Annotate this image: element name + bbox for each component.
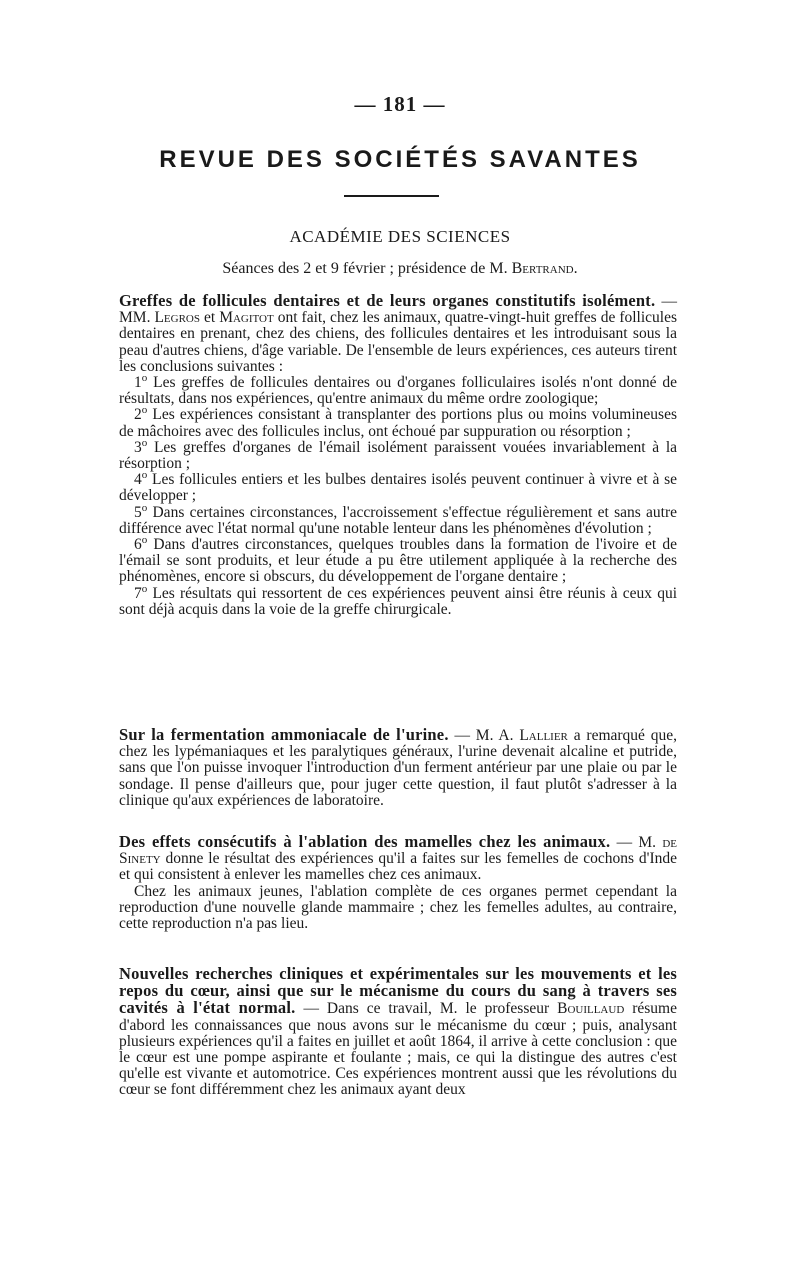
intro-text: ont fait, chez les animaux, quatre-vingt-huit greffes de follicules dentaires en prenant, chez des chiens, des follicules dentaires et les introduisant sous la peau d'autres chiens, d'âge variable. De l'ensemble de leurs expériences, ces auteurs tirent les conclusions suivantes : — [119, 309, 678, 375]
section-title: Nouvelles recherches cliniques et expérimentales sur les mouvements et les repos du cœur, ainsi que sur le mécanisme du cours du sang à travers ses cavités à l'état normal. — [119, 964, 677, 1018]
sessions-line — [0, 260, 800, 278]
journal-title: REVUE DES SOCIÉTÉS SAVANTES — [159, 146, 641, 173]
item-ordinal: o — [141, 533, 148, 546]
item-text: Les expériences consistant à transplanter des portions plus ou moins volumineuses de mâchoires avec des follicules inclus, ont échoué par suppuration ou résorption ; — [119, 406, 677, 440]
author-name: Lallier — [519, 727, 568, 744]
section-coeur — [119, 966, 677, 1099]
item-number: 7 — [134, 584, 142, 602]
conclusion-item — [119, 533, 677, 586]
conclusion-item — [119, 371, 677, 408]
conclusion-item — [119, 469, 677, 505]
item-text: Les follicules entiers et les bulbes dentaires isolés peuvent continuer à vivre et à se développer ; — [119, 471, 677, 505]
conclusion-item — [119, 404, 677, 440]
section-urine — [119, 727, 677, 809]
section-paragraph — [119, 966, 677, 1099]
item-text: Les résultats qui ressortent de ces expériences peuvent ainsi être réunis à ceux qui sont déjà acquis dans la voie de la greffe chirurgicale. — [119, 584, 677, 618]
intro-text: — Dans ce travail, M. le professeur — [295, 1000, 558, 1018]
section-paragraph — [119, 293, 677, 375]
section-paragraph: Chez les animaux jeunes, l'ablation complète de ces organes permet cependant la reproduction d'une nouvelle glande mammaire ; chez les femelles adultes, au contraire, cette reproduction n'a pas lieu. — [119, 882, 677, 933]
sessions-suffix: . — [573, 260, 578, 277]
item-text: Dans d'autres circonstances, quelques troubles dans la formation de l'ivoire et de l'émail se sont produits, et leur étude a pu être utilement appliquée à la recherche des phénomènes, encore si obscurs, du développement de l'organe dentaire ; — [119, 536, 677, 586]
item-ordinal: o — [141, 371, 148, 384]
section-title: Greffes de follicules dentaires et de leurs organes constitutifs isolément. — [119, 291, 656, 310]
body-text: résume d'abord les connaissances que nous avons sur le mécanisme du cœur ; puis, analysant plusieurs expériences qu'il a faites en juillet et août 1864, il arrive à cette conclusion : que le cœur est une pompe aspirante et foulante ; mais, ce qui la distingue des autres c'est qu'elle est vivante et automotrice. Ces expériences montrent aussi que les révolutions du cœur se font différemment chez les animaux ayant deux — [119, 1000, 677, 1099]
item-ordinal: o — [141, 436, 148, 449]
intro-text: — M. — [610, 834, 663, 851]
intro-text: — M. A. — [448, 727, 520, 744]
item-ordinal: o — [141, 404, 148, 417]
item-number: 1 — [134, 374, 142, 392]
section-title: Des effets consécutifs à l'ablation des mamelles chez les animaux. — [119, 832, 611, 851]
body-text: donne le résultat des expériences qu'il a faites sur les femelles de cochons d'Inde et qui consistent à enlever les mamelles chez ces animaux. — [119, 850, 677, 884]
item-ordinal: o — [141, 582, 148, 595]
section-paragraph — [119, 727, 677, 809]
item-ordinal: o — [141, 501, 148, 514]
item-ordinal: o — [141, 469, 148, 482]
author-name: de Sinety — [119, 834, 677, 868]
section-paragraph — [119, 834, 677, 884]
section-mamelles — [119, 834, 677, 932]
body-text: a remarqué que, chez les lypémaniaques et les paralytiques généraux, l'urine devenait alcaline et putride, sans que l'on puisse invoquer l'introduction d'un ferment antérieur par une plaie ou par le sondage. Il pense d'ailleurs que, pour juger cette question, il faut plutôt s'adresser à la clinique qu'aux expériences de laboratoire. — [119, 727, 678, 809]
conclusion-item — [119, 436, 677, 473]
item-text: Les greffes de follicules dentaires ou d'organes folliculaires isolés n'ont donné de résultats, dans nos expériences, qu'entre animaux du même ordre zoologique; — [119, 374, 677, 408]
item-number: 6 — [134, 536, 142, 554]
title-rule — [344, 195, 439, 197]
author-name: Bouillaud — [557, 1000, 625, 1018]
president-name: Bertrand — [511, 260, 574, 277]
conclusion-item — [119, 582, 677, 618]
conjunction: et — [199, 309, 220, 327]
item-number: 5 — [134, 503, 142, 521]
sessions-prefix: Séances des 2 et 9 février ; présidence de M. — [222, 260, 512, 277]
item-number: 3 — [134, 438, 142, 456]
page-number: — 181 — — [354, 92, 446, 116]
item-text: Les greffes d'organes de l'émail isolément paraissent vouées invariablement à la résorption ; — [119, 438, 677, 473]
item-number: 2 — [134, 406, 142, 424]
author-name: Legros — [154, 309, 200, 327]
section-greffes — [119, 293, 677, 618]
section-title: Sur la fermentation ammoniacale de l'urine. — [119, 725, 449, 744]
academy-heading: ACADÉMIE DES SCIENCES — [289, 227, 511, 246]
author-name: Magitot — [219, 309, 274, 327]
item-text: Dans certaines circonstances, l'accroissement s'effectue régulièrement et sans autre différence avec l'état normal qu'une notable lenteur dans les phénomènes d'évolution ; — [119, 503, 677, 537]
conclusion-item — [119, 501, 677, 537]
intro-text: — MM. — [119, 293, 678, 327]
item-number: 4 — [134, 471, 142, 489]
